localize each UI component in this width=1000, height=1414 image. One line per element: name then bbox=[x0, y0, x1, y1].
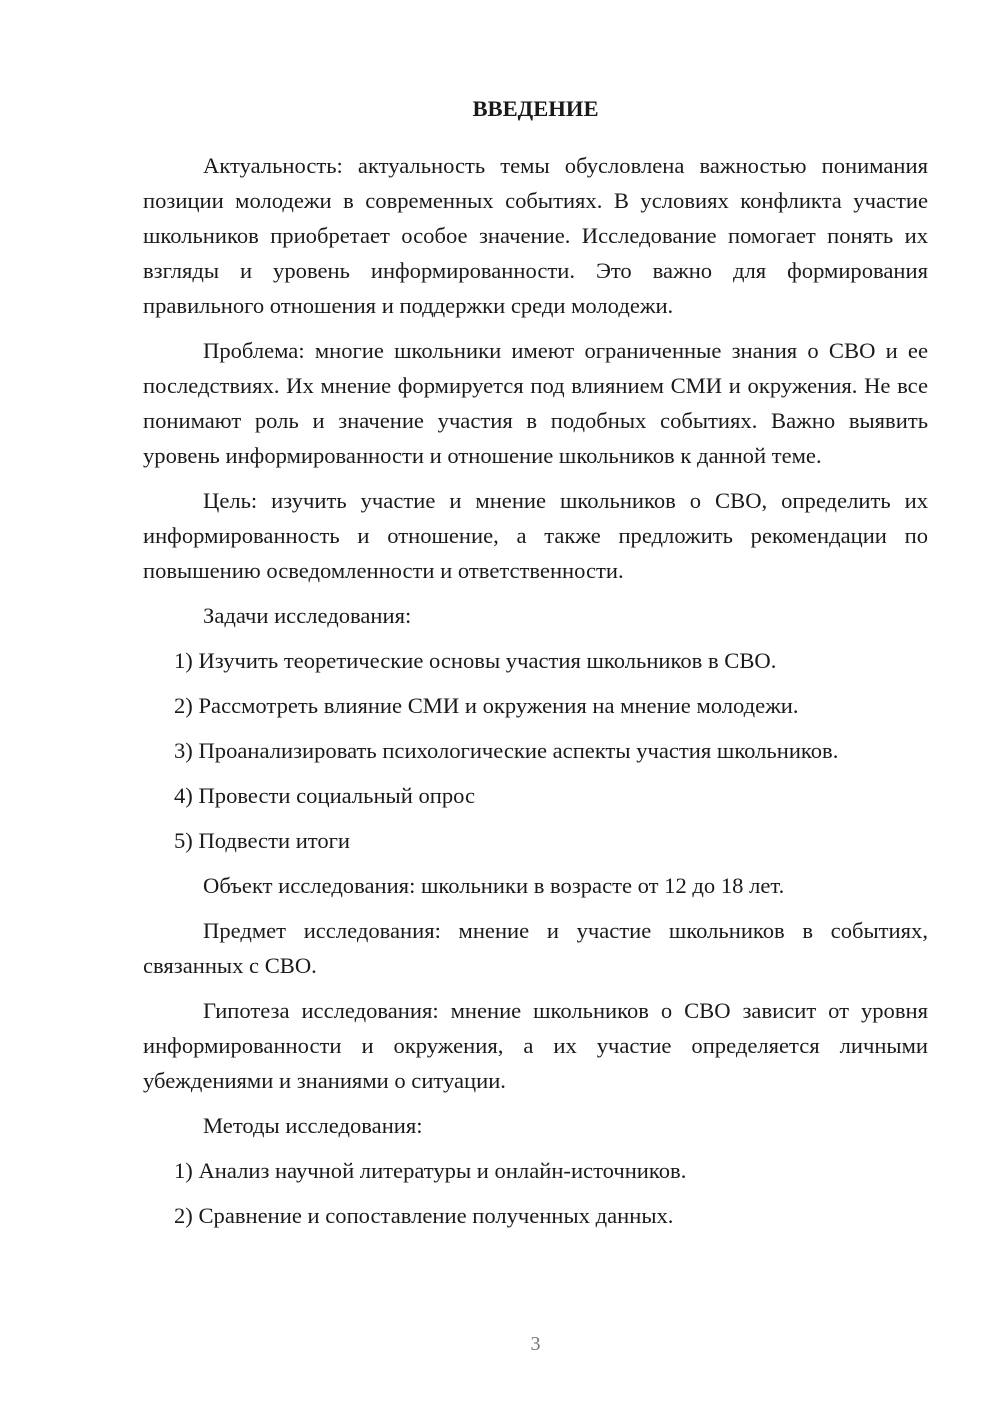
document-page bbox=[143, 90, 928, 1243]
list-item: 1) Анализ научной литературы и онлайн-источников. bbox=[174, 1158, 687, 1183]
list-item: 1) Изучить теоретические основы участия школьников в СВО. bbox=[174, 648, 777, 673]
hypothesis-paragraph: Гипотеза исследования: мнение школьников о СВО зависит от уровня информированности и окружения, а их участие определяется личными убеждениями и знаниями о ситуации. bbox=[143, 998, 928, 1093]
tasks-heading: Задачи исследования: bbox=[203, 603, 412, 628]
methods-heading: Методы исследования: bbox=[203, 1113, 423, 1138]
list-item: 4) Провести социальный опрос bbox=[174, 783, 476, 808]
problem-paragraph: Проблема: многие школьники имеют ограниченные знания о СВО и ее последствиях. Их мнение формируется под влиянием СМИ и окружения. Не все понимают роль и значение участия в подобных событиях. Важно выявить уровень информированности и отношение школьников к данной теме. bbox=[143, 338, 928, 468]
goal-paragraph: Цель: изучить участие и мнение школьников о СВО, определить их информированность и отношение, а также предложить рекомендации по повышению осведомленности и ответственности. bbox=[143, 488, 928, 583]
list-item: 3) Проанализировать психологические аспекты участия школьников. bbox=[174, 738, 839, 763]
relevance-paragraph: Актуальность: актуальность темы обусловлена важностью понимания позиции молодежи в современных событиях. В условиях конфликта участие школьников приобретает особое значение. Исследование помогает понять их взгляды и уровень информированности. Это важно для формирования правильного отношения и поддержки среди молодежи. bbox=[143, 153, 928, 318]
page-title: ВВЕДЕНИЕ bbox=[472, 96, 599, 121]
subject-paragraph: Предмет исследования: мнение и участие школьников в событиях, связанных с СВО. bbox=[143, 918, 928, 978]
page-number: 3 bbox=[530, 1333, 541, 1355]
list-item: 5) Подвести итоги bbox=[174, 828, 351, 853]
list-item: 2) Сравнение и сопоставление полученных данных. bbox=[174, 1203, 674, 1228]
tasks-list bbox=[143, 643, 928, 858]
object-paragraph: Объект исследования: школьники в возрасте от 12 до 18 лет. bbox=[203, 873, 785, 898]
list-item: 2) Рассмотреть влияние СМИ и окружения на мнение молодежи. bbox=[174, 693, 799, 718]
methods-list bbox=[143, 1153, 928, 1233]
